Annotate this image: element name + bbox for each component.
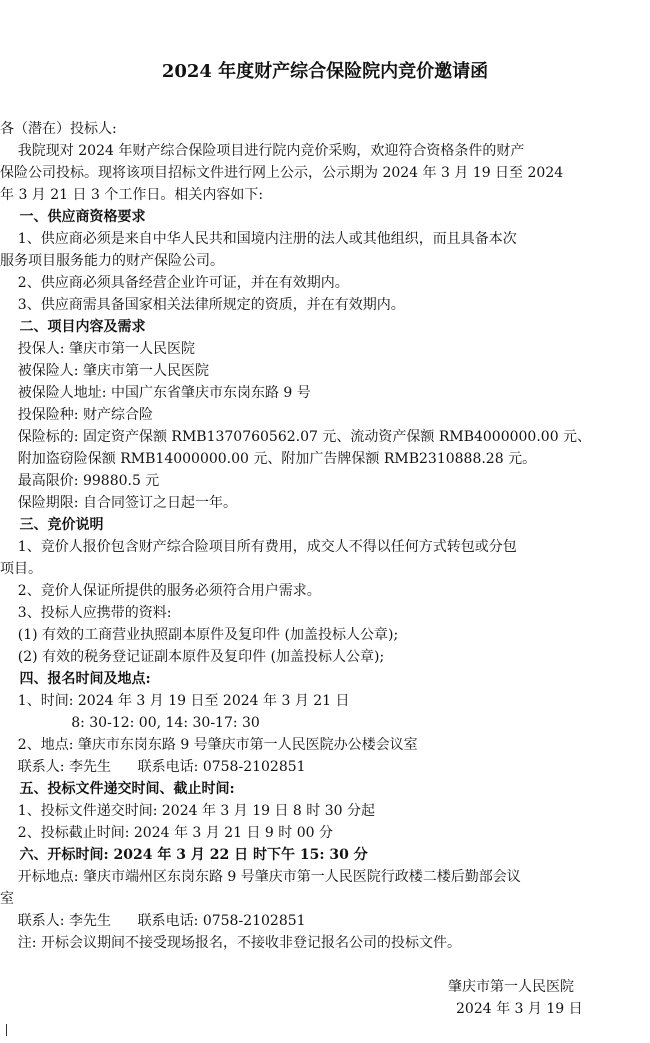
signature-date: 2024 年 3 月 19 日 [456, 1001, 583, 1017]
section-heading-5: 五、投标文件递交时间、截止时间: [0, 781, 235, 797]
section3-line: (2) 有效的税务登记证副本原件及复印件 (加盖投标人公章); [0, 649, 385, 665]
signature-org: 肇庆市第一人民医院 [448, 979, 574, 995]
section5-line: 2、投标截止时间: 2024 年 3 月 21 日 9 时 00 分 [0, 825, 333, 841]
page-edge-mark [6, 1024, 7, 1036]
section3-line: 项目。 [0, 561, 42, 577]
section3-line: (1) 有效的工商营业执照副本原件及复印件 (加盖投标人公章); [0, 627, 399, 643]
section4-line: 8: 30-12: 00, 14: 30-17: 30 [0, 715, 260, 731]
section3-line: 3、投标人应携带的资料: [0, 605, 172, 621]
section6-line: 注: 开标会议期间不接受现场报名，不接收非登记报名公司的投标文件。 [0, 935, 461, 951]
section2-line: 投保人: 肇庆市第一人民医院 [0, 341, 195, 357]
document-title: 2024 年度财产综合保险院内竞价邀请函 [161, 61, 489, 82]
section2-line: 最高限价: 99880.5 元 [0, 473, 160, 489]
section1-line: 1、供应商必须是来自中华人民共和国境内注册的法人或其他组织，而且具备本次 [0, 231, 517, 247]
section2-line: 保险标的: 固定资产保额 RMB1370760562.07 元、流动资产保额 RMB4000000.00 元、 [0, 429, 592, 445]
section6-line: 室 [0, 891, 14, 907]
section2-line: 被保险人: 肇庆市第一人民医院 [0, 363, 209, 379]
salutation: 各（潜在）投标人: [0, 121, 117, 137]
section2-line: 投保险种: 财产综合险 [0, 407, 153, 423]
section-heading-2: 二、项目内容及需求 [0, 319, 146, 335]
section2-line: 被保险人地址: 中国广东省肇庆市东岗东路 9 号 [0, 385, 311, 401]
section-heading-1: 一、供应商资格要求 [0, 209, 146, 225]
section1-line: 服务项目服务能力的财产保险公司。 [0, 253, 224, 269]
section4-line: 2、地点: 肇庆市东岗东路 9 号肇庆市第一人民医院办公楼会议室 [0, 737, 418, 753]
section-heading-4: 四、报名时间及地点: [0, 671, 151, 687]
section4-line: 1、时间: 2024 年 3 月 19 日至 2024 年 3 月 21 日 [0, 693, 350, 709]
section3-line: 1、竞价人报价包含财产综合险项目所有费用，成交人不得以任何方式转包或分包 [0, 539, 517, 555]
section3-line: 2、竞价人保证所提供的服务必须符合用户需求。 [0, 583, 321, 599]
section6-line: 开标地点: 肇庆市端州区东岗东路 9 号肇庆市第一人民医院行政楼二楼后勤部会议 [0, 869, 521, 885]
intro-line: 年 3 月 21 日 3 个工作日。相关内容如下: [0, 187, 264, 203]
section-heading-6: 六、开标时间: 2024 年 3 月 22 日 时下午 15: 30 分 [0, 847, 368, 863]
section-heading-3: 三、竞价说明 [0, 517, 104, 533]
section4-line: 联系人: 李先生 联系电话: 0758-2102851 [0, 759, 306, 775]
intro-line: 我院现对 2024 年财产综合保险项目进行院内竞价采购，欢迎符合资格条件的财产 [0, 143, 525, 159]
section2-line: 保险期限: 自合同签订之日起一年。 [0, 495, 237, 511]
section1-line: 3、供应商需具备国家相关法律所规定的资质，并在有效期内。 [0, 297, 405, 313]
section2-line: 附加盗窃险保额 RMB14000000.00 元、附加广告牌保额 RMB2310888.28 元。 [0, 451, 537, 467]
section5-line: 1、投标文件递交时间: 2024 年 3 月 19 日 8 时 30 分起 [0, 803, 375, 819]
section1-line: 2、供应商必须具备经营企业许可证，并在有效期内。 [0, 275, 349, 291]
intro-line: 保险公司投标。现将该项目招标文件进行网上公示，公示期为 2024 年 3 月 19 日至 2024 [0, 165, 564, 181]
section6-line: 联系人: 李先生 联系电话: 0758-2102851 [0, 913, 306, 929]
